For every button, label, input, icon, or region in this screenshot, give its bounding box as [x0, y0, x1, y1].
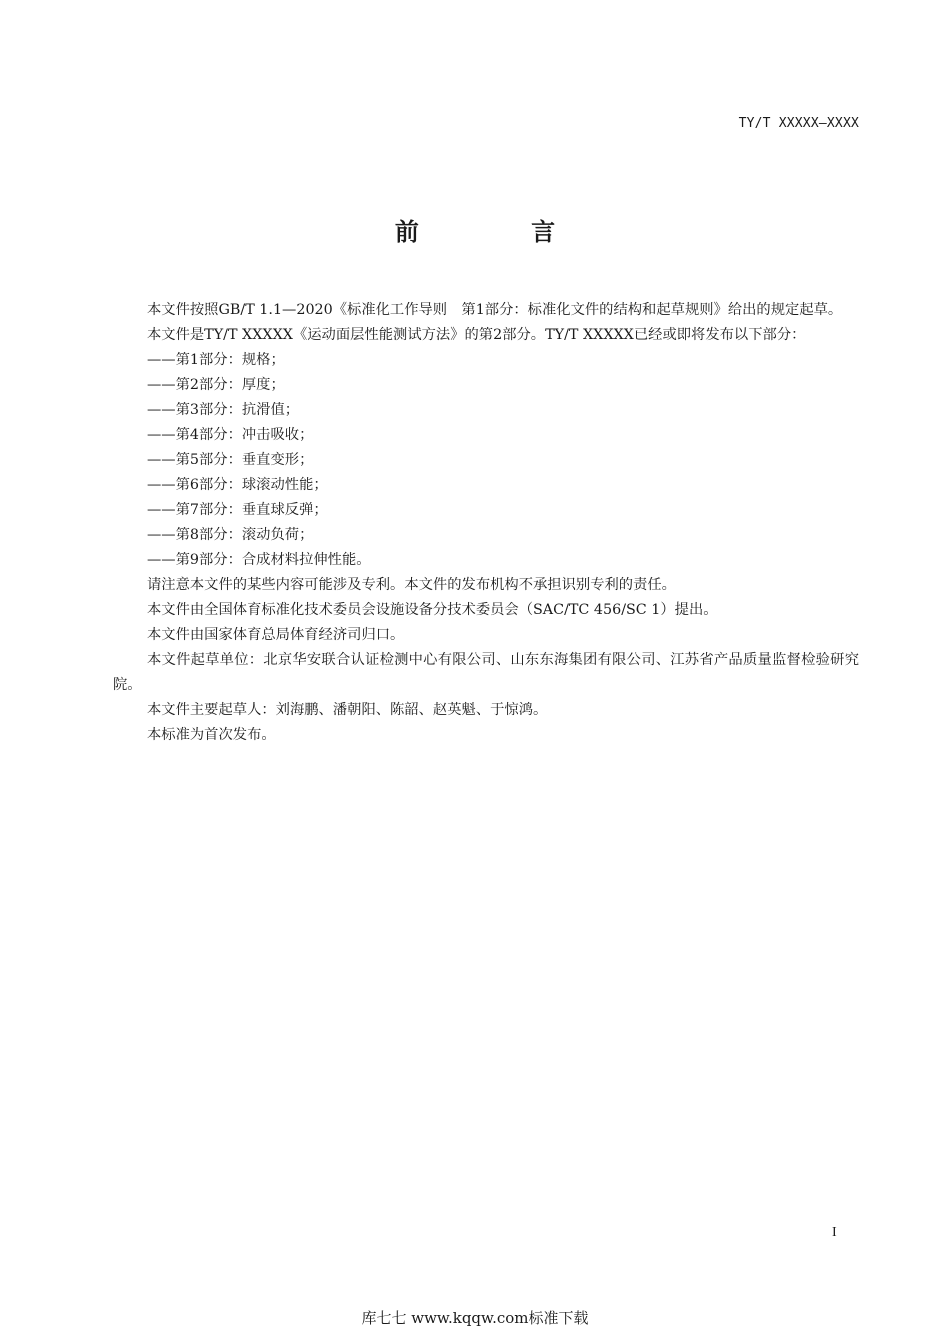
- paragraph-patent-notice: 请注意本文件的某些内容可能涉及专利。本文件的发布机构不承担识别专利的责任。: [147, 577, 676, 593]
- paragraph-series-intro: 本文件是TY/T XXXXX《运动面层性能测试方法》的第2部分。TY/T XXXXX已经或即将发布以下部分：: [147, 327, 806, 343]
- list-item-part-4: ——第4部分：冲击吸收；: [147, 427, 314, 443]
- list-item-part-3: ——第3部分：抗滑值；: [147, 402, 300, 418]
- list-item-part-2: ——第2部分：厚度；: [147, 377, 285, 393]
- document-code: TY/T XXXXX—XXXX: [738, 116, 859, 131]
- page-number: I: [832, 1225, 837, 1240]
- page-title: 前 言: [394, 218, 608, 246]
- paragraph-administrator: 本文件由国家体育总局体育经济司归口。: [147, 627, 405, 643]
- paragraph-drafting-basis: 本文件按照GB/T 1.1—2020《标准化工作导则 第1部分：标准化文件的结构和起草规则》给出的规定起草。: [147, 302, 843, 318]
- list-item-part-7: ——第7部分：垂直球反弹；: [147, 502, 328, 518]
- paragraph-proposer: 本文件由全国体育标准化技术委员会设施设备分技术委员会（SAC/TC 456/SC 1）提出。: [147, 602, 718, 618]
- list-item-part-8: ——第8部分：滚动负荷；: [147, 527, 314, 543]
- footer-watermark: 库七七 www.kqqw.com标准下载: [361, 1309, 589, 1327]
- paragraph-drafters: 本文件主要起草人：刘海鹏、潘朝阳、陈韶、赵英魁、于惊鸿。: [147, 702, 548, 718]
- list-item-part-6: ——第6部分：球滚动性能；: [147, 477, 328, 493]
- list-item-part-5: ——第5部分：垂直变形；: [147, 452, 314, 468]
- list-item-part-9: ——第9部分：合成材料拉伸性能。: [147, 552, 371, 568]
- foreword-body: [113, 298, 859, 748]
- list-item-part-1: ——第1部分：规格；: [147, 352, 285, 368]
- paragraph-drafting-units: 本文件起草单位：北京华安联合认证检测中心有限公司、山东东海集团有限公司、江苏省产品质量监督检验研究院。: [113, 652, 859, 693]
- paragraph-first-release: 本标准为首次发布。: [147, 727, 276, 743]
